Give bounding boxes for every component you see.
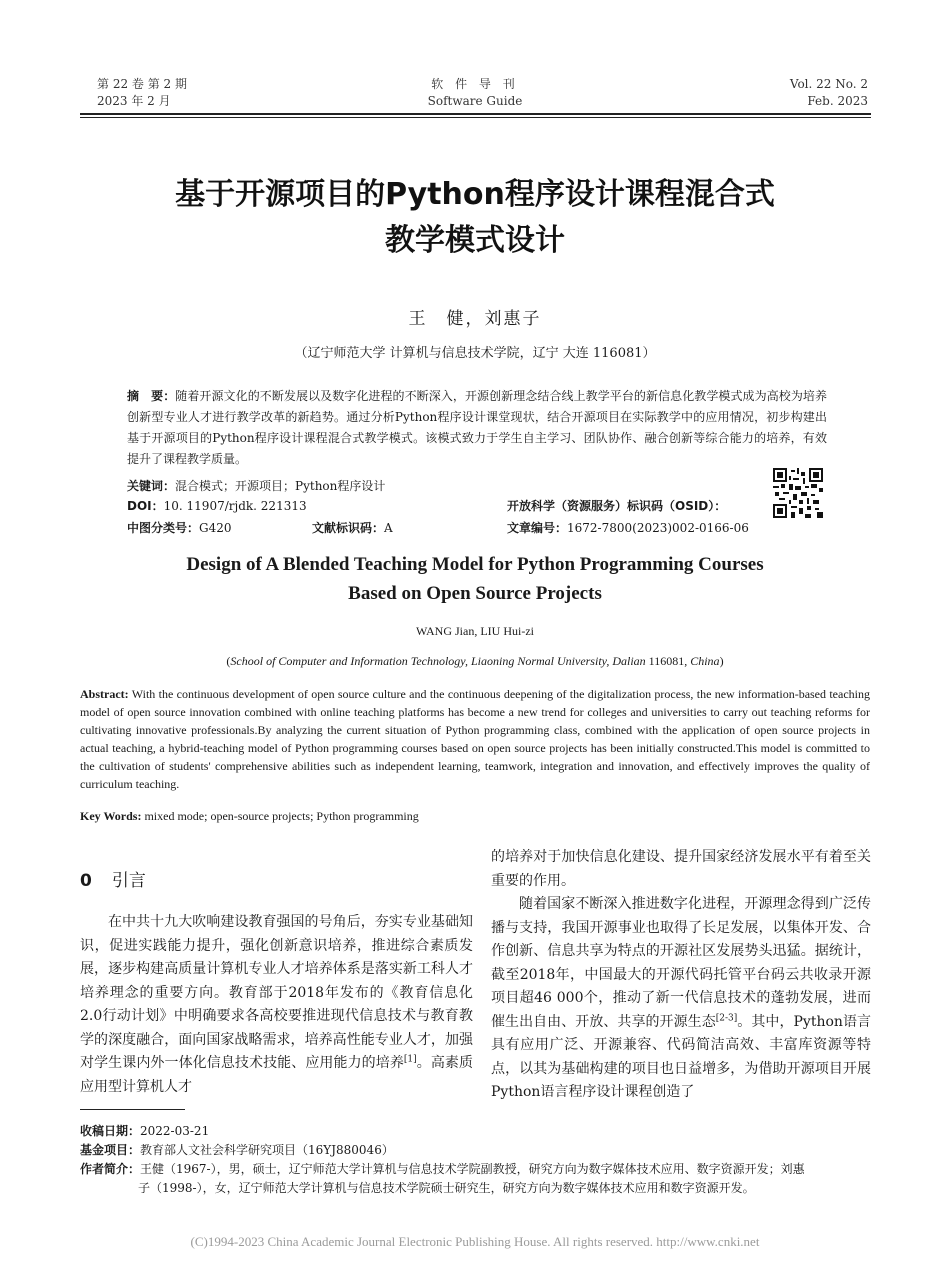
affiliation-cn: （辽宁师范大学 计算机与信息技术学院，辽宁 大连 116081） bbox=[294, 346, 656, 361]
bio-line2: 子（1998-），女，辽宁师范大学计算机与信息技术学院硕士研究生，研究方向为数字媒体技术应用和数字资源开发。 bbox=[138, 1181, 755, 1195]
body-left-column bbox=[80, 911, 473, 1099]
title-en-line1: Design of A Blended Teaching Model for Python Programming Courses bbox=[186, 554, 764, 575]
footnote-rule bbox=[80, 1109, 185, 1110]
date-en: Feb. 2023 bbox=[807, 94, 868, 108]
authors-en: WANG Jian, LIU Hui-zi bbox=[416, 624, 534, 638]
doi-label: DOI： bbox=[127, 499, 164, 513]
body-paragraph bbox=[491, 893, 871, 1105]
paper-title-cn bbox=[80, 172, 870, 264]
osid-label: 开放科学（资源服务）标识码（OSID）： bbox=[507, 499, 727, 513]
clc-number bbox=[127, 519, 232, 537]
affiliation-en bbox=[0, 654, 950, 669]
abstract-cn bbox=[127, 386, 827, 470]
authors-cn: 王 健，刘惠子 bbox=[408, 309, 542, 329]
body-paragraph: 的培养对于加快信息化建设、提升国家经济发展水平有着至关重要的作用。 bbox=[491, 849, 871, 889]
section-number: 0 bbox=[80, 871, 92, 891]
citation-ref[interactable]: [2-3] bbox=[715, 1012, 738, 1023]
abstract-en-label: Abstract: bbox=[80, 687, 129, 701]
abstract-en-text: With the continuous development of open source culture and the continuous deepening of the digitalization process, the new information-based teaching model of open source innovation combined with online teaching platforms has become a new trend for colleges and universities to carry out teaching reforms for cultivating innovative professionals.By analyzing the current situation of Python programming class, combined with the application of open source projects in actual teaching, a hybrid-teaching model of Python programming courses based on open source projects has been initially constructed.This model is committed to the cultivation of students' comprehensive abilities such as independent learning, teamwork, integration and innovation, and effectively improves the quality of curriculum teaching. bbox=[80, 687, 870, 791]
body-paragraph bbox=[80, 911, 473, 1099]
footnote-fund bbox=[80, 1141, 870, 1160]
right-p2-text: 随着国家不断深入推进数字化进程，开源理念得到广泛传播与支持，我国开源事业也取得了长足发展，以集体开发、合作创新、信息共享为特点的开源社区发展势头迅猛。据统计，截至2018年，中国最大的开源代码托管平台码云共收录开源项目超46 000个，推动了新一代信息技术的蓬勃发展，进而催生出自由、开放、共享的开源生态 bbox=[491, 896, 871, 1030]
received-date: 2022-03-21 bbox=[140, 1124, 210, 1138]
cnki-copyright-footer: (C)1994-2023 China Academic Journal Electronic Publishing House. All rights reserved. http://www.cnki.net bbox=[190, 1234, 760, 1249]
title-cn-line2: 教学模式设计 bbox=[385, 223, 565, 258]
journal-name-en: Software Guide bbox=[427, 94, 523, 108]
article-no-text: 1672-7800(2023)002-0166-06 bbox=[567, 521, 749, 535]
body-right-column bbox=[491, 846, 871, 1105]
section-heading bbox=[80, 866, 146, 891]
citation-ref[interactable]: [1] bbox=[403, 1054, 417, 1065]
keywords-cn bbox=[127, 477, 385, 495]
footnote-received bbox=[80, 1122, 870, 1141]
fund-label: 基金项目： bbox=[80, 1143, 141, 1157]
paper-title-en bbox=[80, 550, 870, 608]
osid-qr-code[interactable] bbox=[773, 468, 823, 518]
aff-en-open: ( bbox=[226, 654, 231, 668]
title-cn-line1: 基于开源项目的Python程序设计课程混合式 bbox=[175, 177, 775, 212]
keywords-en bbox=[80, 809, 419, 824]
header-rule-thin bbox=[80, 117, 871, 118]
osid bbox=[507, 497, 726, 515]
keywords-cn-text: 混合模式；开源项目；Python程序设计 bbox=[175, 479, 386, 493]
keywords-cn-label: 关键词： bbox=[127, 479, 176, 493]
doc-code-label: 文献标识码： bbox=[312, 521, 385, 535]
left-p1-text-end: 。高素质应用型计算机人才 bbox=[80, 1055, 474, 1095]
keywords-en-label: Key Words: bbox=[80, 809, 142, 823]
article-number bbox=[507, 519, 749, 537]
abstract-cn-label: 摘 要： bbox=[127, 389, 176, 403]
clc-label: 中图分类号： bbox=[127, 521, 200, 535]
bio-line1: 王健（1967-），男，硕士，辽宁师范大学计算机与信息技术学院副教授，研究方向为数字媒体技术应用、数字资源开发；刘惠 bbox=[140, 1162, 805, 1176]
doi-text: 10. 11907/rjdk. 221313 bbox=[163, 499, 307, 513]
received-label: 收稿日期： bbox=[80, 1124, 141, 1138]
journal-name-cn: 软 件 导 刊 bbox=[431, 77, 519, 91]
journal-volume-issue-en bbox=[790, 76, 868, 110]
aff-en-plain: 116081, bbox=[645, 654, 691, 668]
aff-en-italic: School of Computer and Information Technology, Liaoning Normal University, Dalian bbox=[230, 654, 646, 668]
clc-text: G420 bbox=[199, 521, 232, 535]
footnote-author-bio bbox=[80, 1160, 870, 1198]
left-p1-text: 在中共十九大吹响建设教育强国的号角后，夯实专业基础知识，促进实践能力提升，强化创新意识培养，推进综合素质发展，逐步构建高质量计算机专业人才培养体系是落实新工科人才培养理念的重要方向。教育部于2018年发布的《教育信息化2.0行动计划》中明确要求各高校要推进现代信息技术与教育教学的深度融合，面向国家战略需求，培养高性能专业人才，加强对学生课内外一体化信息技术技能、应用能力的培养 bbox=[80, 914, 473, 1071]
section-title: 引言 bbox=[111, 871, 146, 891]
aff-en-close: ) bbox=[719, 654, 724, 668]
fund-text: 教育部人文社会科学研究项目（16YJ880046） bbox=[140, 1143, 394, 1157]
right-p2-text-end: 。其中，Python语言具有应用广泛、开源兼容、代码简洁高效、丰富库资源等特点，以其为基础构建的项目也日益增多，为借助开源项目开展Python语言程序设计课程创造了 bbox=[491, 1013, 872, 1100]
volume-issue-en: Vol. 22 No. 2 bbox=[789, 77, 868, 91]
document-code bbox=[312, 519, 393, 537]
volume-issue-cn: 第 22 卷 第 2 期 bbox=[97, 77, 187, 91]
qr-code-icon bbox=[773, 468, 823, 518]
keywords-en-text: mixed mode; open-source projects; Python programming bbox=[144, 809, 419, 823]
title-en-line2: Based on Open Source Projects bbox=[348, 583, 602, 604]
doc-code-text: A bbox=[384, 521, 393, 535]
article-no-label: 文章编号： bbox=[507, 521, 568, 535]
header-rule-thick bbox=[80, 113, 871, 115]
abstract-en bbox=[80, 685, 870, 793]
date-cn: 2023 年 2 月 bbox=[97, 94, 171, 108]
bio-label: 作者简介： bbox=[80, 1162, 141, 1176]
doi bbox=[127, 497, 307, 515]
abstract-cn-text: 随着开源文化的不断发展以及数字化进程的不断深入，开源创新理念结合线上教学平台的新信息化教学模式成为高校为培养创新型专业人才进行教学改革的新趋势。通过分析Python程序设计课堂现状，结合开源项目在实际教学中的应用情况，初步构建出基于开源项目的Python程序设计课程混合式教学模式。该模式致力于学生自主学习、团队协作、融合创新等综合能力的培养，有效提升了课程教学质量。 bbox=[127, 389, 827, 466]
aff-en-country: China bbox=[690, 654, 720, 668]
